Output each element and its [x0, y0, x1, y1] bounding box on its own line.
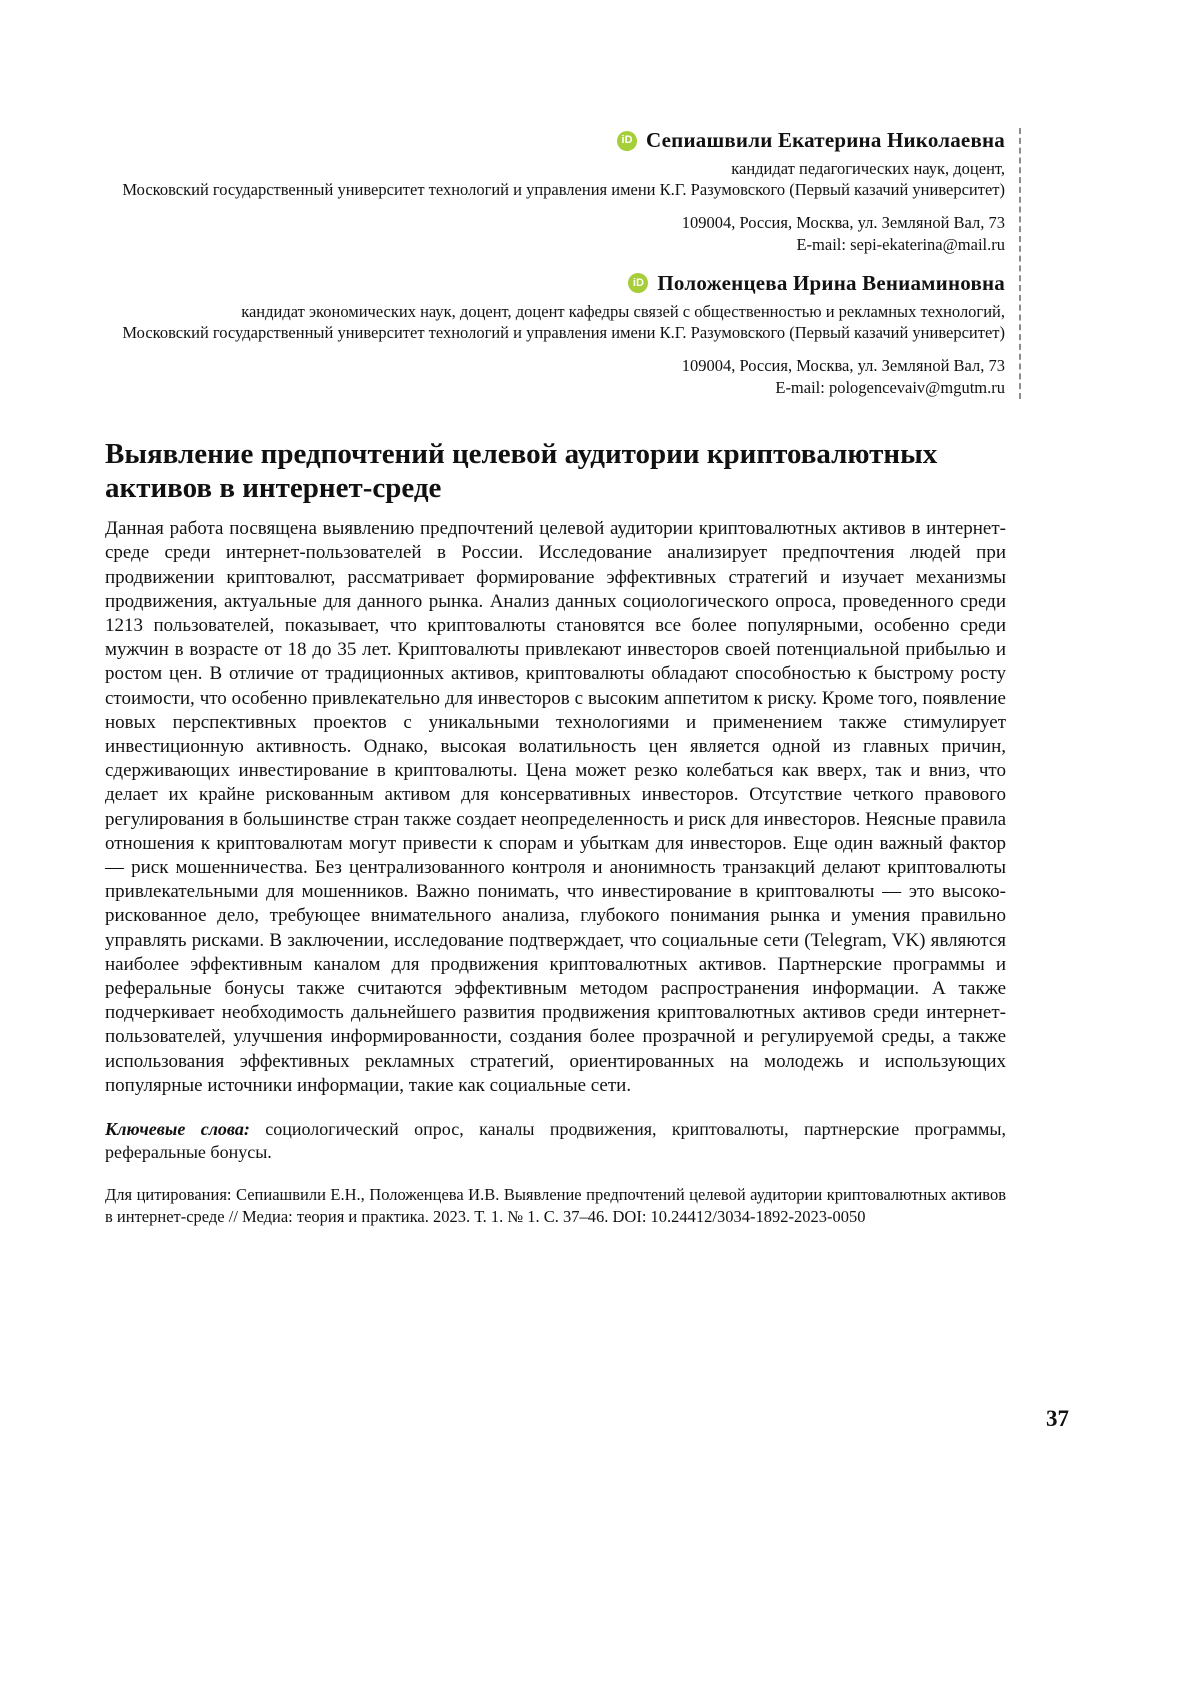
orcid-icon[interactable]: iD [617, 131, 637, 151]
author-name: Положенцева Ирина Вениаминовна [657, 270, 1005, 295]
page-number: 37 [1046, 1406, 1069, 1431]
citation-label: Для цитирования: [105, 1184, 232, 1204]
author-block-1 [105, 128, 1005, 256]
author-affiliation: Московский государственный университет технологий и управления имени К.Г. Разумовского (Первый казачий университет) [122, 322, 1005, 342]
author-contact [105, 355, 1005, 399]
author-degree: кандидат экономических наук, доцент, доцент кафедры связей с общественностью и рекламных технологий, [241, 301, 1005, 321]
author-affiliation: Московский государственный университет технологий и управления имени К.Г. Разумовского (Первый казачий университет) [122, 180, 1005, 200]
orcid-icon[interactable]: iD [628, 273, 648, 293]
author-email: E-mail: pologencevaiv@mgutm.ru [775, 377, 1005, 397]
citation-line [105, 1184, 1006, 1229]
page-content [105, 0, 1006, 1228]
author-block-2 [105, 271, 1005, 399]
author-degree: кандидат педагогических наук, доцент, [731, 159, 1005, 178]
author-name-row [105, 128, 1005, 153]
author-name-row [105, 271, 1005, 296]
authors-block [105, 128, 1021, 399]
author-contact [105, 212, 1005, 256]
keywords-label: Ключевые слова: [105, 1118, 250, 1139]
author-email: E-mail: sepi-ekaterina@mail.ru [796, 234, 1005, 254]
keywords-line [105, 1118, 1006, 1165]
author-name: Сепиашвили Екатерина Николаевна [646, 128, 1005, 152]
article-abstract: Данная работа посвящена выявлению предпочтений целевой аудитории криптовалютных активов в интернет-среде среди интернет-пользователей в России. Исследование анализирует предпочтения людей при продвижении криптовалют, рассматривает формирование эффективных стратегий и изучает механизмы продвижения, актуальные для данного рынка. Анализ данных социологического опроса, проведенного среди 1213 пользователей, показывает, что криптовалюты становятся все более популярными, особенно среди мужчин в возрасте от 18 до 35 лет. Криптовалюты привлекают инвесторов своей потенциальной прибылью и ростом цен. В отличие от традиционных активов, криптовалюты обладают способностью к быстрому росту стоимости, что особенно привлекательно для инвесторов с высоким аппетитом к риску. Кроме того, появление новых перспективных проектов с уникальными технологиями и применением также стимулирует инвестиционную активность. Однако, высокая волатильность цен является одной из главных причин, сдерживающих инвестирование в криптовалюты. Цена может резко колебаться как вверх, так и вниз, что делает их крайне рискованным активом для консервативных инвесторов. Отсутствие четкого правового регулирования в большинстве стран также создает неопределенность и риск для инвесторов. Неясные правила отношения к криптовалютам могут привести к спорам и убыткам для инвесторов. Еще один важный фактор — риск мошенничества. Без централизованного контроля и анонимность транзакций делают криптовалюты привлекательными для мошенников. Важно понимать, что инвестирование в криптовалюты — это высоко-рискованное дело, требующее внимательного анализа, глубокого понимания рынка и умения правильно управлять рисками. В заключении, исследование подтверждает, что социальные сети (Telegram, VK) являются наиболее эффективным каналом для продвижения криптовалютных активов. Партнерские программы и реферальные бонусы также считаются эффективным методом распространения информации. А также подчеркивает необходимость дальнейшего развития продвижения криптовалютных активов среди интернет-пользователей, улучшения информированности, создания более прозрачной и регулируемой среды, а также использования эффективных рекламных стратегий, ориентированных на молодежь и использующих популярные источники информации, такие как социальные сети. [105, 518, 1006, 1096]
author-address: 109004, Россия, Москва, ул. Земляной Вал, 73 [681, 355, 1005, 375]
author-address: 109004, Россия, Москва, ул. Земляной Вал, 73 [681, 213, 1005, 233]
citation-text: Сепиашвили Е.Н., Положенцева И.В. Выявление предпочтений целевой аудитории криптовалютных активов в интернет-среде // Медиа: теория и практика. 2023. Т. 1. № 1. С. 37–46. DOI: 10.24412/3034-1892-2023-0050 [105, 1184, 1007, 1227]
article-title: Выявление предпочтений целевой аудитории криптовалютных активов в интернет-среде [105, 437, 938, 505]
keywords-text: социологический опрос, каналы продвижения, криптовалюты, партнерские программы, реферальные бонусы. [105, 1118, 1007, 1163]
